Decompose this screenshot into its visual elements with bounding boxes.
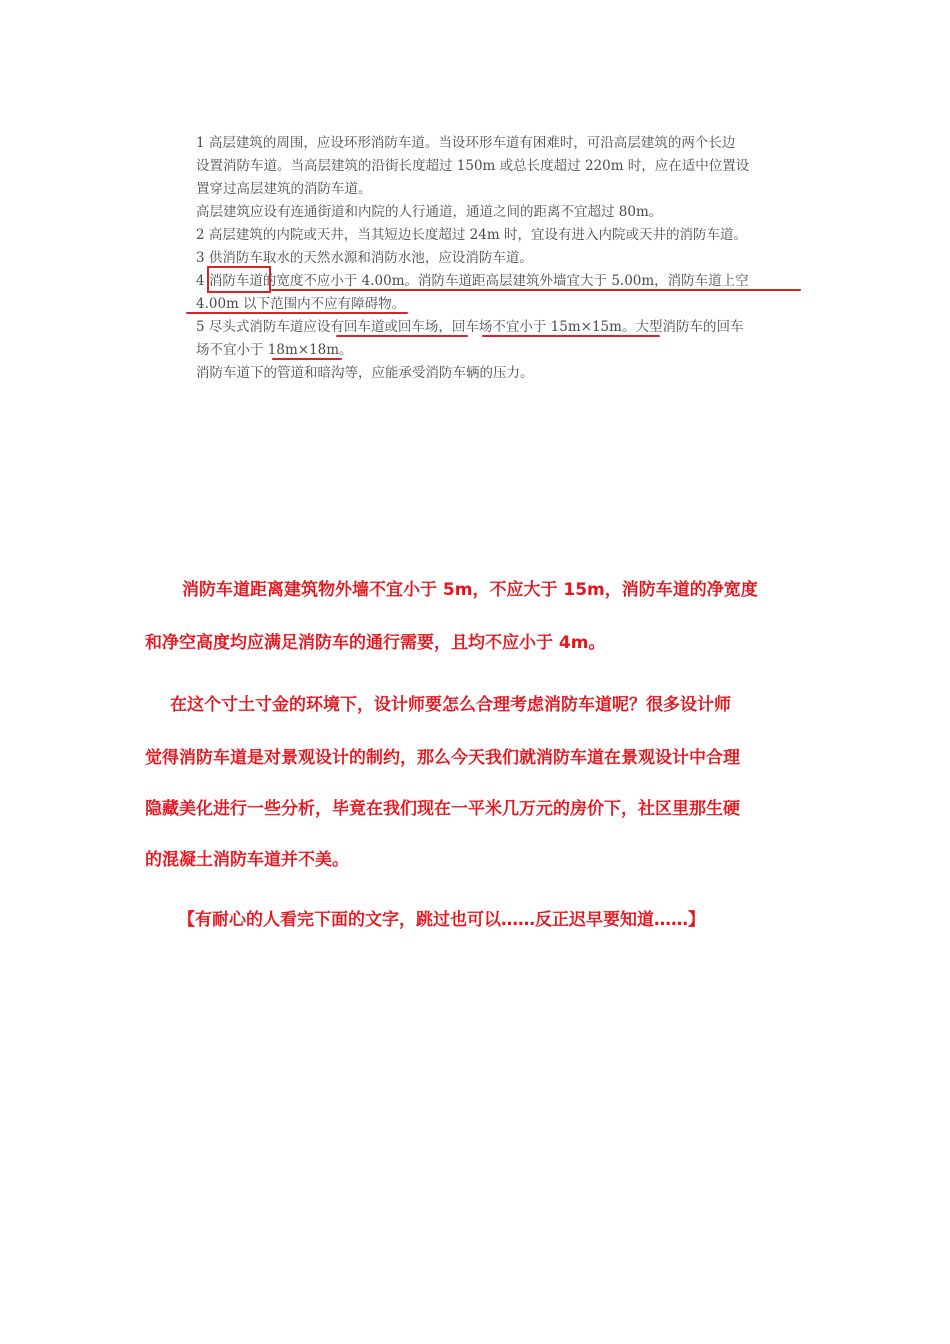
paragraph-text: 的混凝土消防车道并不美。 <box>145 850 349 870</box>
underline-mark <box>272 358 342 360</box>
scan-line: 2 高层建筑的内院或天井，当其短边长度超过 24m 时，宜设有进入内院或天井的消防车道。 <box>196 227 747 243</box>
scan-line: 4 消防车道的宽度不应小于 4.00m。消防车道距高层建筑外墙宜大于 5.00m，消防车道上空 <box>196 273 749 289</box>
scan-line: 场不宜小于 18m×18m。 <box>196 342 353 358</box>
paragraph-text: 在这个寸土寸金的环境下，设计师要怎么合理考虑消防车道呢？很多设计师 <box>170 695 731 715</box>
scan-line: 设置消防车道。当高层建筑的沿街长度超过 150m 或总长度超过 220m 时，应在适中位置设 <box>196 158 750 174</box>
underline-mark <box>271 289 801 291</box>
scan-line: 置穿过高层建筑的消防车道。 <box>196 181 372 197</box>
scan-line: 消防车道下的管道和暗沟等，应能承受消防车辆的压力。 <box>196 365 534 381</box>
underline-mark <box>336 335 468 337</box>
paragraph-text: 隐藏美化进行一些分析，毕竟在我们现在一平米几万元的房价下，社区里那生硬 <box>145 799 740 819</box>
scan-line: 高层建筑应设有连通街道和内院的人行通道，通道之间的距离不宜超过 80m。 <box>196 204 663 220</box>
paragraph-text: 消防车道距离建筑物外墙不宜小于 5m，不应大于 15m，消防车道的净宽度 <box>182 580 758 600</box>
scanned-regulation-excerpt <box>196 128 816 380</box>
scan-line: 4.00m 以下范围内不应有障碍物。 <box>196 296 406 312</box>
highlight-box <box>207 266 271 293</box>
scan-line: 5 尽头式消防车道应设有回车道或回车场，回车场不宜小于 15m×15m。大型消防车的回车 <box>196 319 744 335</box>
paragraph-text: 和净空高度均应满足消防车的通行需要，且均不应小于 4m。 <box>145 633 606 653</box>
paragraph-text: 觉得消防车道是对景观设计的制约，那么今天我们就消防车道在景观设计中合理 <box>145 748 740 768</box>
underline-mark <box>186 312 408 314</box>
bracketed-note: 【有耐心的人看完下面的文字，跳过也可以……反正迟早要知道……】 <box>178 910 705 930</box>
underline-mark <box>482 335 660 337</box>
scan-line: 3 供消防车取水的天然水源和消防水池，应设消防车道。 <box>196 250 533 266</box>
scan-line: 1 高层建筑的周围，应设环形消防车道。当设环形车道有困难时，可沿高层建筑的两个长边 <box>196 135 736 151</box>
